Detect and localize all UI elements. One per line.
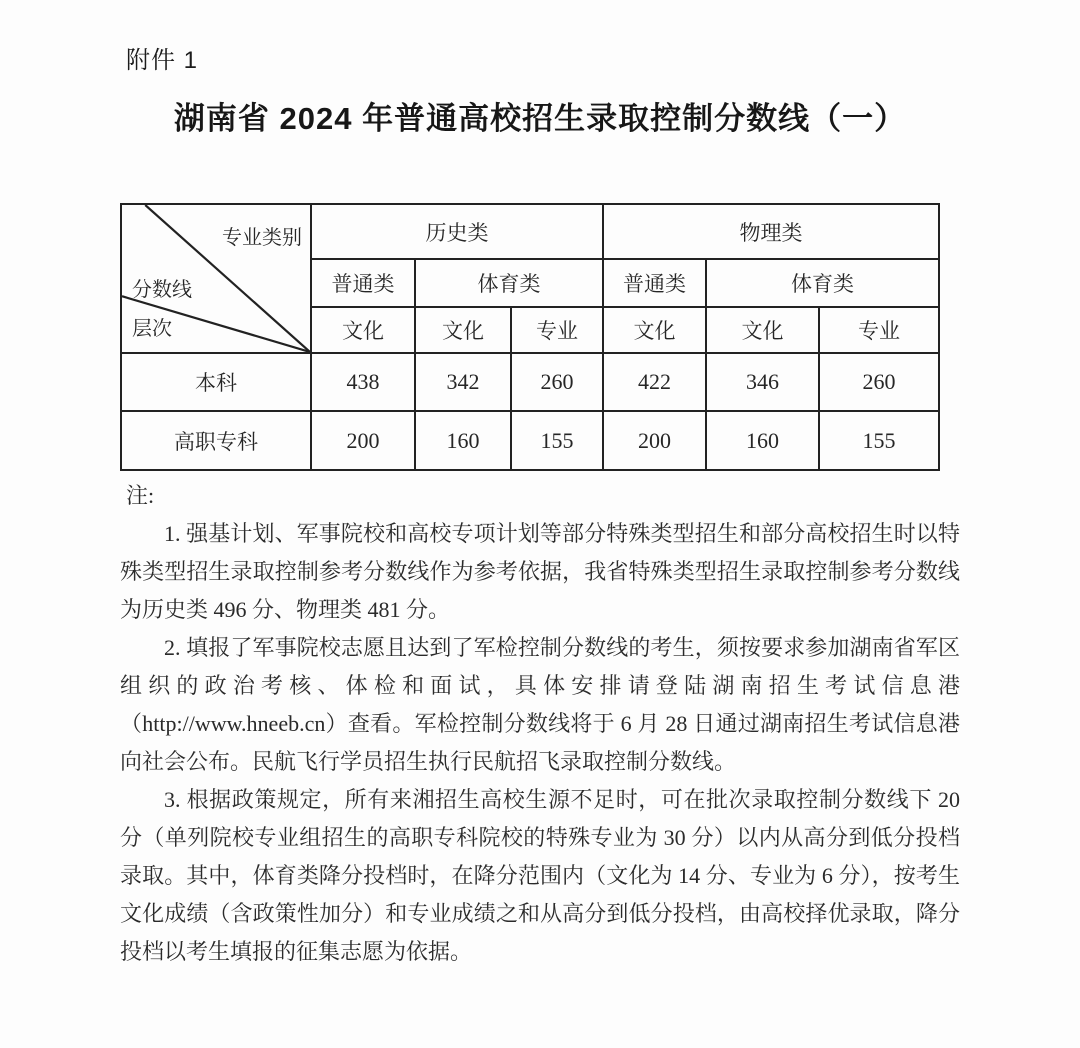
col-header-physics-sports-major: 专业 xyxy=(819,307,939,353)
score-cell: 260 xyxy=(511,353,603,411)
col-header-physics-sports-culture: 文化 xyxy=(706,307,819,353)
score-table xyxy=(120,203,940,471)
score-cell: 155 xyxy=(819,411,939,470)
col-header-history-sports-culture: 文化 xyxy=(415,307,511,353)
score-cell: 260 xyxy=(819,353,939,411)
note-item-3: 3. 根据政策规定，所有来湘招生高校生源不足时，可在批次录取控制分数线下 20 分（单列院校专业组招生的高职专科院校的特殊专业为 30 分）以内从高分到低分投档录取。其中，体育类降分投档时，在降分范围内（文化为 14 分、专业为 6 分），按考生文化成绩（含政策性加分）和专业成绩之和从高分到低分投档，由高校择优录取，降分投档以考生填报的征集志愿为依据。 xyxy=(120,787,960,964)
group-header-physics: 物理类 xyxy=(603,204,939,259)
sub-header-physics-general: 普通类 xyxy=(603,259,706,307)
col-header-history-sports-major: 专业 xyxy=(511,307,603,353)
score-cell: 155 xyxy=(511,411,603,470)
note-item-1: 1. 强基计划、军事院校和高校专项计划等部分特殊类型招生和部分高校招生时以特殊类型招生录取控制参考分数线作为参考依据，我省特殊类型招生录取控制参考分数线为历史类 496 分、物理类 481 分。 xyxy=(120,521,960,622)
score-cell: 346 xyxy=(706,353,819,411)
row-label-vocational: 高职专科 xyxy=(121,411,311,470)
col-header-history-general-culture: 文化 xyxy=(311,307,415,353)
score-cell: 342 xyxy=(415,353,511,411)
corner-label-level: 层次 xyxy=(132,318,172,340)
sub-header-physics-sports: 体育类 xyxy=(706,259,939,307)
sub-header-history-sports: 体育类 xyxy=(415,259,603,307)
table-row-undergraduate xyxy=(121,353,939,411)
notes-section xyxy=(120,477,960,971)
notes-label: 注: xyxy=(126,483,155,508)
table-corner-cell xyxy=(121,204,311,353)
col-header-physics-general-culture: 文化 xyxy=(603,307,706,353)
corner-label-major-category: 专业类别 xyxy=(222,227,302,249)
note-item-2: 2. 填报了军事院校志愿且达到了军检控制分数线的考生，须按要求参加湖南省军区组织的政治考核、体检和面试，具体安排请登陆湖南招生考试信息港（http://www.hneeb.cn）查看。军检控制分数线将于 6 月 28 日通过湖南招生考试信息港向社会公布。民航飞行学员招生执行民航招飞录取控制分数线。 xyxy=(120,635,960,774)
table-row-group-headers xyxy=(121,204,939,259)
group-header-history: 历史类 xyxy=(311,204,603,259)
score-cell: 160 xyxy=(706,411,819,470)
sub-header-history-general: 普通类 xyxy=(311,259,415,307)
score-cell: 200 xyxy=(311,411,415,470)
attachment-label: 附件 1 xyxy=(126,47,199,74)
row-label-undergraduate: 本科 xyxy=(121,353,311,411)
score-cell: 422 xyxy=(603,353,706,411)
score-cell: 160 xyxy=(415,411,511,470)
corner-label-score-line: 分数线 xyxy=(132,279,192,301)
page-title: 湖南省 2024 年普通高校招生录取控制分数线（一） xyxy=(173,101,907,136)
score-cell: 438 xyxy=(311,353,415,411)
table-row-vocational xyxy=(121,411,939,470)
score-cell: 200 xyxy=(603,411,706,470)
